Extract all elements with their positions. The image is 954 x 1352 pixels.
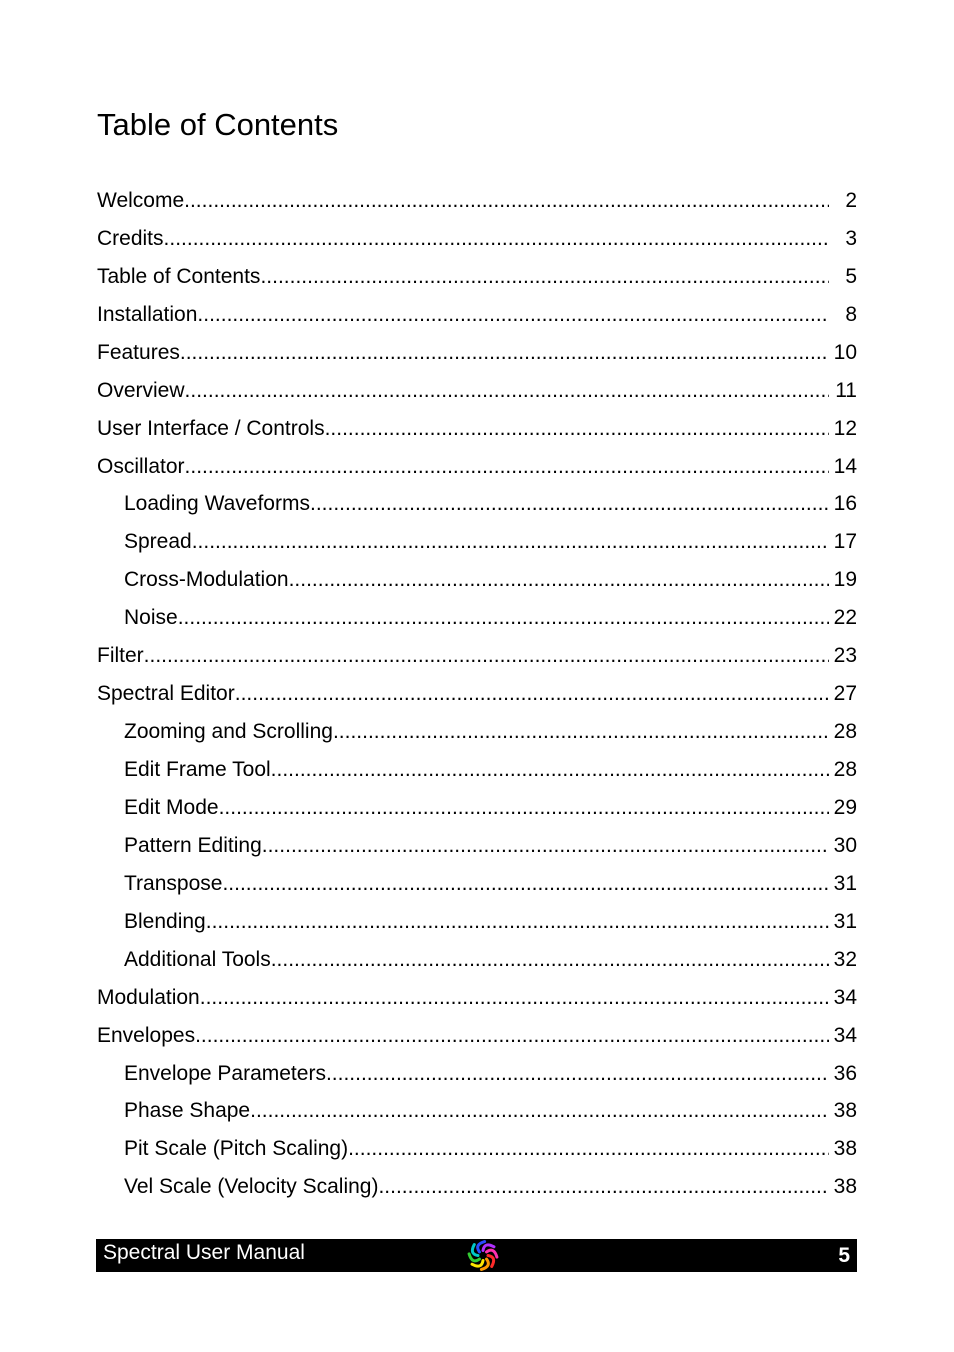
toc-dot-leader	[219, 796, 829, 820]
toc-dot-leader	[222, 872, 829, 896]
toc-entry-label: Noise	[124, 606, 178, 630]
toc-entry-label: Blending	[124, 909, 206, 933]
toc-entry-page: 30	[833, 833, 857, 857]
toc-entry-label: Edit Frame Tool	[124, 758, 271, 782]
toc-entry[interactable]	[97, 410, 857, 448]
toc-entry-label: Envelopes	[97, 1023, 196, 1047]
toc-dot-leader	[178, 606, 829, 630]
footer-page-number: 5	[838, 1244, 850, 1267]
toc-entry-page: 8	[845, 302, 857, 326]
toc-entry[interactable]	[97, 903, 857, 941]
toc-entry[interactable]	[97, 1093, 857, 1131]
toc-entry[interactable]	[97, 561, 857, 599]
toc-entry[interactable]	[97, 1017, 857, 1055]
toc-dot-leader	[144, 644, 829, 668]
toc-entry-page: 14	[833, 454, 857, 478]
footer-title: Spectral User Manual	[103, 1241, 305, 1264]
toc-entry-label: Phase Shape	[124, 1099, 251, 1123]
toc-entry[interactable]	[97, 486, 857, 524]
toc-entry[interactable]	[97, 1130, 857, 1168]
toc-dot-leader	[250, 1099, 829, 1123]
toc-entry-page: 38	[833, 1137, 857, 1161]
toc-entry-page: 28	[833, 758, 857, 782]
page-footer	[96, 1239, 857, 1272]
toc-entry-page: 16	[833, 492, 857, 516]
toc-entry-label: Filter	[97, 644, 144, 668]
toc-entry-page: 19	[833, 568, 857, 592]
toc-dot-leader	[310, 492, 829, 516]
toc-entry-label: Zooming and Scrolling	[124, 720, 333, 744]
toc-entry[interactable]	[97, 220, 857, 258]
toc-entry-page: 34	[833, 985, 857, 1009]
toc-dot-leader	[185, 379, 829, 403]
toc-dot-leader	[180, 341, 829, 365]
toc-entry[interactable]	[97, 599, 857, 637]
toc-entry-page: 28	[833, 720, 857, 744]
toc-entry[interactable]	[97, 1168, 857, 1206]
toc-entry-label: Table of Contents	[97, 264, 261, 288]
toc-dot-leader	[185, 455, 829, 479]
toc-entry-label: Overview	[97, 378, 185, 402]
toc-entry-page: 10	[833, 340, 857, 364]
toc-entry-label: Pit Scale (Pitch Scaling)	[124, 1137, 349, 1161]
toc-entry-label: Cross-Modulation	[124, 568, 289, 592]
toc-entry-label: Edit Mode	[124, 795, 219, 819]
toc-entry[interactable]	[97, 334, 857, 372]
toc-entry-label: Additional Tools	[124, 947, 271, 971]
toc-entry-page: 17	[833, 530, 857, 554]
toc-entry[interactable]	[97, 713, 857, 751]
toc-entry[interactable]	[97, 941, 857, 979]
toc-dot-leader	[271, 758, 829, 782]
toc-dot-leader	[197, 303, 829, 327]
toc-entry-page: 38	[833, 1099, 857, 1123]
toc-entry-label: Features	[97, 340, 180, 364]
toc-entry[interactable]	[97, 182, 857, 220]
toc-dot-leader	[289, 568, 829, 592]
toc-entry-page: 32	[833, 947, 857, 971]
toc-entry-label: Vel Scale (Velocity Scaling)	[124, 1175, 379, 1199]
toc-entry-label: User Interface / Controls	[97, 416, 325, 440]
toc-entry-page: 29	[833, 795, 857, 819]
toc-entry-label: Welcome	[97, 188, 185, 212]
toc-dot-leader	[192, 530, 829, 554]
toc-entry[interactable]	[97, 675, 857, 713]
toc-entry-page: 38	[833, 1175, 857, 1199]
toc-entry-label: Transpose	[124, 871, 223, 895]
toc-dot-leader	[348, 1137, 829, 1161]
toc-entry-label: Spread	[124, 530, 192, 554]
toc-entry[interactable]	[97, 1055, 857, 1093]
toc-entry-page: 23	[833, 644, 857, 668]
toc-entry[interactable]	[97, 827, 857, 865]
toc-dot-leader	[164, 227, 829, 251]
toc-entry-label: Modulation	[97, 985, 200, 1009]
toc-entry-label: Installation	[97, 302, 198, 326]
toc-entry[interactable]	[97, 372, 857, 410]
toc-dot-leader	[325, 417, 829, 441]
toc-entry[interactable]	[97, 258, 857, 296]
toc-entry-label: Loading Waveforms	[124, 492, 310, 516]
toc-entry-page: 3	[845, 226, 857, 250]
page-title: Table of Contents	[97, 107, 339, 142]
toc-entry-label: Spectral Editor	[97, 682, 235, 706]
toc-dot-leader	[378, 1175, 829, 1199]
toc-dot-leader	[200, 986, 829, 1010]
toc-entry-label: Credits	[97, 226, 164, 250]
toc-entry-page: 34	[833, 1023, 857, 1047]
toc-entry-page: 22	[833, 606, 857, 630]
toc-entry-page: 2	[845, 188, 857, 212]
spectral-logo-icon	[466, 1239, 500, 1272]
toc-entry[interactable]	[97, 751, 857, 789]
toc-entry-page: 27	[833, 682, 857, 706]
toc-dot-leader	[206, 910, 829, 934]
toc-entry-page: 31	[833, 871, 857, 895]
toc-entry[interactable]	[97, 523, 857, 561]
toc-dot-leader	[271, 948, 829, 972]
toc-dot-leader	[262, 834, 829, 858]
toc-entry-page: 11	[835, 378, 857, 402]
toc-entry[interactable]	[97, 789, 857, 827]
toc-entry-label: Pattern Editing	[124, 833, 262, 857]
toc-entry[interactable]	[97, 979, 857, 1017]
toc-entry[interactable]	[97, 637, 857, 675]
toc-dot-leader	[260, 265, 829, 289]
toc-dot-leader	[195, 1024, 829, 1048]
toc-entry-label: Envelope Parameters	[124, 1061, 326, 1085]
toc-entry[interactable]	[97, 296, 857, 334]
table-of-contents	[97, 182, 857, 1206]
toc-entry-page: 31	[833, 909, 857, 933]
toc-entry[interactable]	[97, 865, 857, 903]
toc-dot-leader	[184, 189, 829, 213]
toc-entry-page: 36	[833, 1061, 857, 1085]
toc-entry[interactable]	[97, 448, 857, 486]
toc-entry-page: 12	[833, 416, 857, 440]
toc-entry-page: 5	[845, 264, 857, 288]
toc-dot-leader	[333, 720, 829, 744]
toc-entry-label: Oscillator	[97, 454, 185, 478]
toc-dot-leader	[235, 682, 829, 706]
toc-dot-leader	[326, 1062, 829, 1086]
